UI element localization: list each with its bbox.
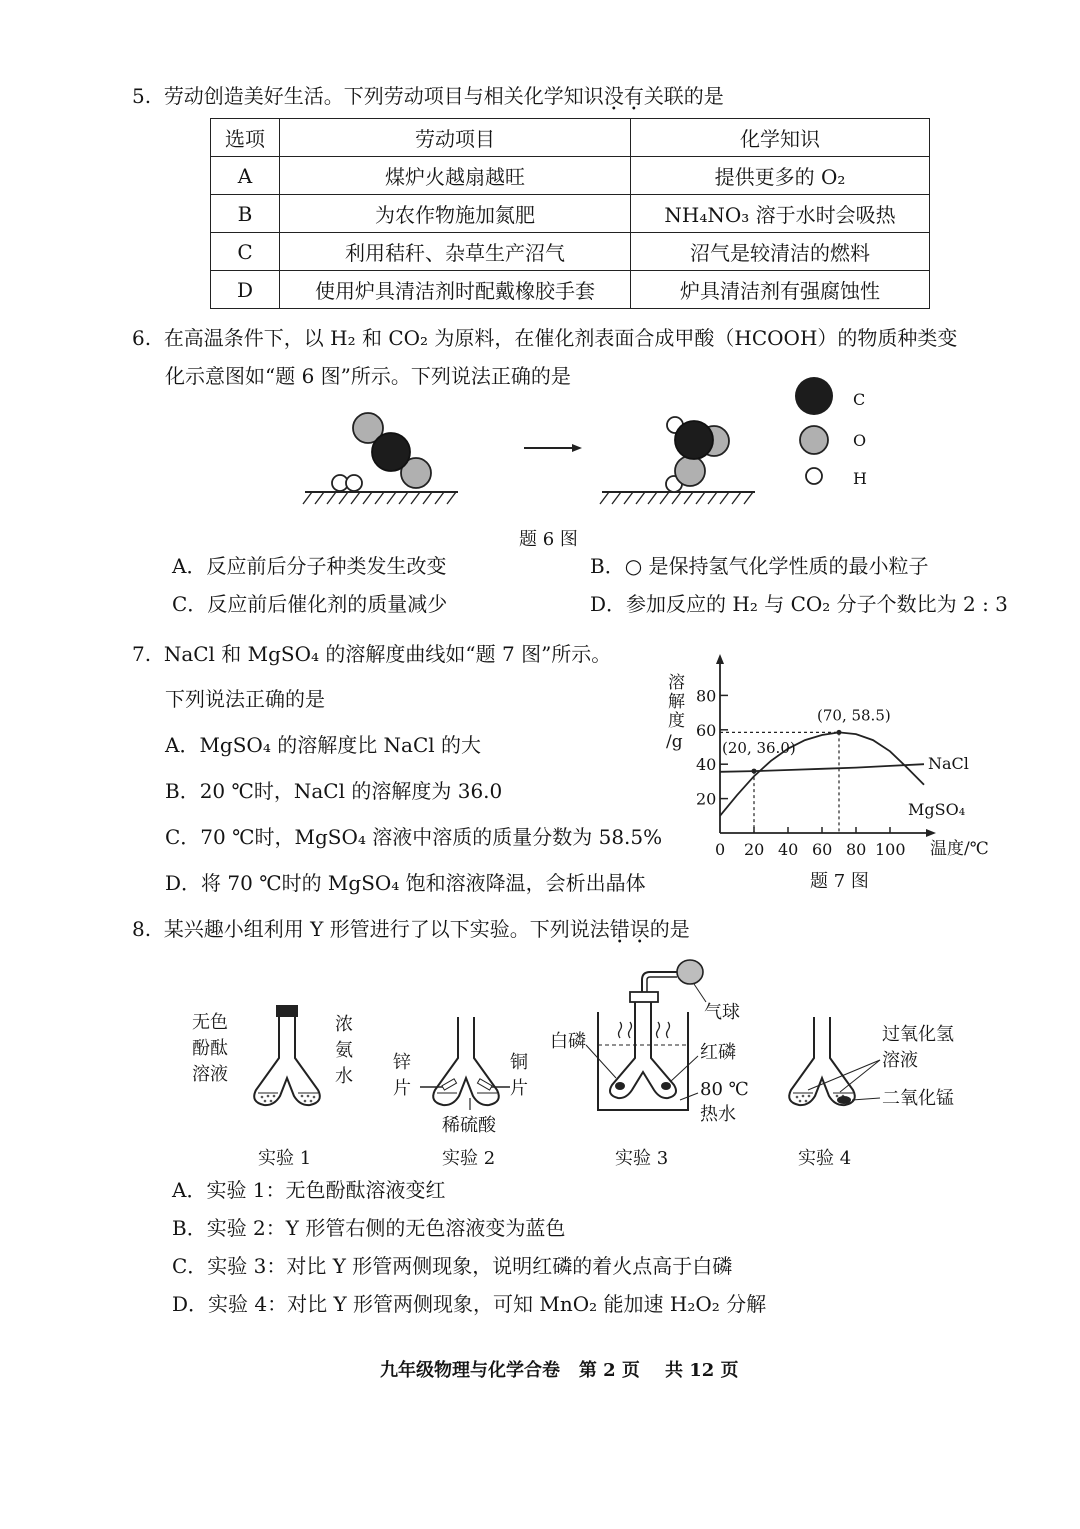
q7-caption: 题 7 图	[810, 871, 869, 892]
q6-stem-line2: 化示意图如“题 6 图”所示。下列说法正确的是	[165, 364, 571, 388]
y-label	[666, 673, 685, 752]
nacl-curve	[720, 764, 924, 772]
annotation-label: (20, 36.0)	[722, 739, 796, 758]
table-cell: 提供更多的 O₂	[631, 157, 930, 195]
q5-header-row	[211, 119, 930, 157]
q7-option-d: D．将 70 ℃时的 MgSO₄ 饱和溶液降温，会析出晶体	[165, 871, 646, 895]
table-cell: B	[211, 195, 280, 233]
legend-c-atom	[795, 377, 833, 415]
label-char: 水	[335, 1066, 353, 1087]
red-phosphorus	[661, 1082, 671, 1090]
y-label-char: /g	[666, 732, 683, 752]
q6-stem-line1: 6. 在高温条件下，以 H₂ 和 CO₂ 为原料，在催化剂表面合成甲酸（HCOOH）的物质种类变	[132, 326, 958, 350]
table-header: 化学知识	[631, 119, 930, 157]
table-cell: NH₄NO₃ 溶于水时会吸热	[631, 195, 930, 233]
legend-h-atom	[806, 468, 822, 484]
exp4-caption: 实验 4	[798, 1148, 852, 1169]
mno2-powder	[837, 1096, 851, 1104]
table-row	[211, 233, 930, 271]
x-tick-label: 40	[778, 840, 799, 859]
experiment-3	[550, 960, 749, 1169]
balloon	[677, 960, 703, 984]
x-tick-label: 100	[875, 840, 906, 859]
label-char: 铜	[510, 1052, 528, 1073]
q5-table	[210, 118, 930, 309]
q8-experiments	[180, 950, 980, 1175]
y-tube	[254, 1017, 320, 1105]
x-tick-label: 60	[812, 840, 833, 859]
exp3-caption: 实验 3	[615, 1148, 669, 1169]
table-header: 选项	[211, 119, 280, 157]
table-cell: D	[211, 271, 280, 309]
x-tick-label: 0	[715, 840, 726, 859]
white-phosphorus-label: 白磷	[550, 1031, 586, 1052]
legend-h-label: H	[853, 469, 867, 488]
label-char: 溶液	[192, 1064, 228, 1085]
label-char: 片	[510, 1078, 528, 1099]
y-tick-label: 80	[696, 686, 717, 706]
legend-o-label: O	[853, 431, 867, 450]
experiment-2	[393, 1017, 528, 1169]
q8-stem: 8. 某兴趣小组利用 Y 形管进行了以下实验。下列说法错误的是	[132, 917, 690, 941]
q6-option-d: D．参加反应的 H₂ 与 CO₂ 分子个数比为 2 : 3	[590, 592, 1008, 616]
y-tick-label: 60	[696, 720, 717, 740]
legend-o-atom	[800, 426, 828, 454]
q7-option-b: B．20 ℃时，NaCl 的溶解度为 36.0	[165, 779, 503, 803]
stopper	[630, 992, 658, 1002]
x-axis-arrow	[926, 829, 936, 837]
solution-label-line1: 过氧化氢	[882, 1024, 954, 1045]
experiment-1	[192, 1005, 353, 1169]
mno2-label: 二氧化锰	[882, 1088, 954, 1109]
q6-option-b: B．○ 是保持氢气化学性质的最小粒子	[590, 554, 929, 578]
y-label-char: 解	[668, 692, 685, 712]
stopper	[276, 1005, 298, 1017]
table-cell: 使用炉具清洁剂时配戴橡胶手套	[280, 271, 631, 309]
table-cell: A	[211, 157, 280, 195]
surface-before	[303, 492, 458, 504]
table-cell: 炉具清洁剂有强腐蚀性	[631, 271, 930, 309]
exp2-caption: 实验 2	[442, 1148, 496, 1169]
q8-option-a: A．实验 1：无色酚酞溶液变红	[172, 1178, 446, 1202]
table-row	[211, 271, 930, 309]
table-header: 劳动项目	[280, 119, 631, 157]
x-tick-label: 20	[744, 840, 765, 859]
x-axis-label: 温度/℃	[930, 839, 989, 859]
page-footer	[380, 1356, 739, 1382]
h-atom	[346, 475, 362, 491]
q5-stem: 5. 劳动创造美好生活。下列劳动项目与相关化学知识没有关联的是	[132, 84, 724, 108]
solubility-chart	[660, 650, 1005, 860]
balloon-label: 气球	[704, 1002, 740, 1023]
footer-title: 九年级物理与化学合卷	[380, 1360, 560, 1381]
label-char: 氨	[335, 1040, 353, 1061]
c-atom	[372, 433, 410, 471]
label-char: 片	[393, 1078, 411, 1099]
annotation-label: (70, 58.5)	[817, 706, 891, 725]
q6-option-a: A．反应前后分子种类发生改变	[172, 554, 447, 578]
table-cell: 为农作物施加氮肥	[280, 195, 631, 233]
label-char: 无色	[192, 1012, 228, 1033]
q7-option-c: C．70 ℃时，MgSO₄ 溶液中溶质的质量分数为 58.5%	[165, 825, 663, 849]
table-row	[211, 195, 930, 233]
y-tick-label: 40	[696, 755, 717, 775]
label-char: 锌	[393, 1052, 411, 1073]
y-label-char: 溶	[668, 673, 685, 693]
q6-caption: 题 6 图	[519, 529, 578, 550]
red-phosphorus-label: 红磷	[700, 1042, 736, 1063]
water-label: 热水	[700, 1104, 736, 1125]
y-tick-label: 20	[696, 789, 717, 809]
table-cell: 沼气是较清洁的燃料	[631, 233, 930, 271]
mgso4-label: MgSO₄	[908, 799, 966, 819]
table-cell: C	[211, 233, 280, 271]
c-atom	[675, 421, 713, 459]
q7-option-a: A．MgSO₄ 的溶解度比 NaCl 的大	[165, 733, 482, 757]
footer-total: 共 12 页	[664, 1360, 739, 1381]
zinc-strip	[442, 1079, 457, 1090]
y-label-char: 度	[668, 711, 685, 731]
q8-option-b: B．实验 2：Y 形管右侧的无色溶液变为蓝色	[172, 1216, 566, 1240]
exp1-caption: 实验 1	[258, 1148, 312, 1169]
q7-stem-line2: 下列说法正确的是	[165, 687, 325, 711]
surface-after	[600, 492, 755, 504]
table-cell: 利用秸秆、杂草生产沼气	[280, 233, 631, 271]
temperature-label: 80 ℃	[700, 1079, 749, 1100]
x-tick-label: 80	[846, 840, 867, 859]
q8-option-d: D．实验 4：对比 Y 形管两侧现象，可知 MnO₂ 能加速 H₂O₂ 分解	[172, 1292, 767, 1316]
label-char: 酚酞	[192, 1038, 228, 1059]
experiment-4	[789, 1017, 954, 1169]
q6-molecule-diagram	[290, 370, 910, 520]
nacl-label: NaCl	[928, 754, 969, 774]
y-axis-arrow	[716, 654, 724, 664]
table-cell: 煤炉火越扇越旺	[280, 157, 631, 195]
y-tube	[433, 1017, 499, 1105]
q7-stem-line1: 7. NaCl 和 MgSO₄ 的溶解度曲线如“题 7 图”所示。	[132, 642, 612, 666]
o-atom	[675, 456, 705, 486]
label-char: 浓	[335, 1014, 353, 1035]
solution-label-line2: 溶液	[882, 1050, 918, 1071]
white-phosphorus	[615, 1082, 625, 1090]
footer-page: 第 2 页	[578, 1360, 640, 1381]
y-tube	[789, 1017, 855, 1105]
exp2-bottom-label: 稀硫酸	[442, 1115, 496, 1136]
reaction-arrow	[524, 444, 582, 452]
legend-c-label: C	[853, 390, 866, 409]
table-row	[211, 157, 930, 195]
q6-option-c: C．反应前后催化剂的质量减少	[172, 592, 448, 616]
q8-option-c: C．实验 3：对比 Y 形管两侧现象，说明红磷的着火点高于白磷	[172, 1254, 733, 1278]
